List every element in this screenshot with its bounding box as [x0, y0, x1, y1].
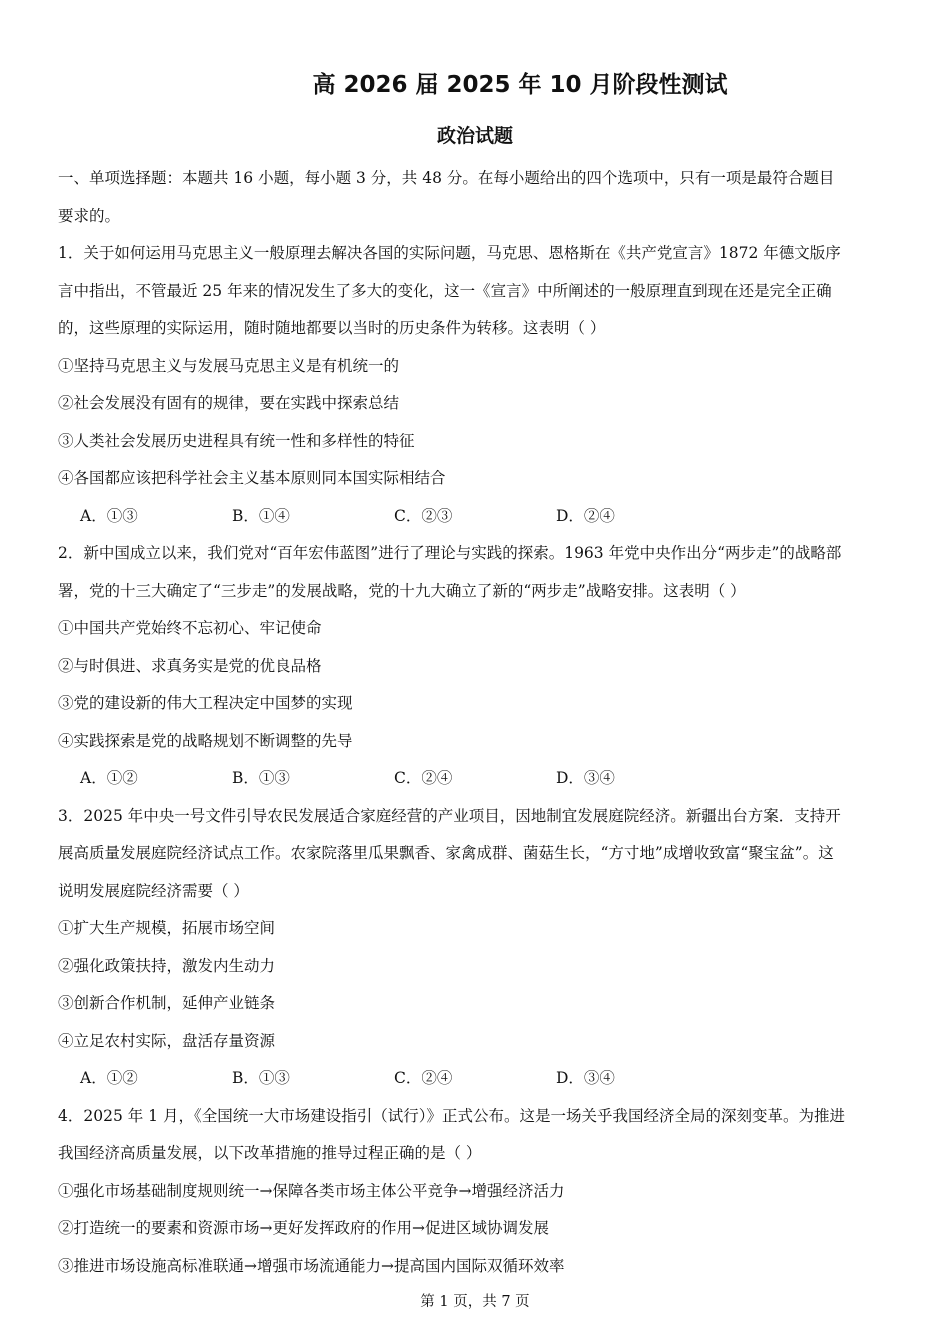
statement-item: ①坚持马克思主义与发展马克思主义是有机统一的 — [58, 356, 400, 375]
option-a[interactable]: A．①② — [80, 1069, 138, 1087]
statement-item: ②与时俱进、求真务实是党的优良品格 — [58, 656, 322, 675]
statement-item: ②强化政策扶持，激发内生动力 — [58, 956, 276, 975]
question-3 — [58, 798, 894, 1098]
statement-item: ①中国共产党始终不忘初心、牢记使命 — [58, 619, 322, 637]
question-stem-line: 2．新中国成立以来，我们党对“百年宏伟蓝图”进行了理论与实践的探索。1963 年党中央作出分“两步走”的战略部 — [58, 544, 842, 562]
option-d[interactable]: D．③④ — [556, 1069, 615, 1087]
statement-item: ③党的建设新的伟大工程决定中国梦的实现 — [58, 694, 353, 712]
text-line: 一、单项选择题：本题共 16 小题，每小题 3 分，共 48 分。在每小题给出的四个选项中，只有一项是最符合题目 — [58, 169, 835, 187]
option-b[interactable]: B．①④ — [232, 506, 290, 525]
answer-options — [58, 760, 894, 798]
question-4 — [58, 1098, 894, 1286]
text-line: 要求的。 — [58, 206, 121, 225]
option-b[interactable]: B．①③ — [232, 769, 290, 787]
statement-item: ①强化市场基础制度规则统一→保障各类市场主体公平竞争→增强经济活力 — [58, 1181, 565, 1200]
statement-item: ①扩大生产规模，拓展市场空间 — [58, 919, 276, 937]
option-c[interactable]: C．②④ — [394, 1069, 453, 1087]
option-a[interactable]: A．①② — [80, 769, 138, 787]
question-stem-line: 的，这些原理的实际运用，随时随地都要以当时的历史条件为转移。这表明（ ） — [58, 319, 606, 337]
answer-options — [58, 498, 894, 536]
statement-item: ②社会发展没有固有的规律，要在实践中探索总结 — [58, 394, 400, 412]
question-stem-line: 3．2025 年中央一号文件引导农民发展适合家庭经营的产业项目，因地制宜发展庭院经济。新疆出台方案．支持开 — [58, 806, 841, 825]
question-stem-line: 4．2025 年 1 月，《全国统一大市场建设指引（试行）》正式公布。这是一场关乎我国经济全局的深刻变革。为推进 — [58, 1106, 845, 1125]
statement-item: ③创新合作机制，延伸产业链条 — [58, 994, 276, 1012]
option-d[interactable]: D．②④ — [556, 506, 615, 525]
statement-item: ④实践探索是党的战略规划不断调整的先导 — [58, 731, 353, 750]
question-stem-line: 我国经济高质量发展，以下改革措施的推导过程正确的是（ ） — [58, 1144, 482, 1162]
option-a[interactable]: A．①③ — [80, 506, 138, 525]
question-stem-line: 1．关于如何运用马克思主义一般原理去解决各国的实际问题，马克思、恩格斯在《共产党宣言》1872 年德文版序 — [58, 244, 841, 262]
option-c[interactable]: C．②④ — [394, 769, 453, 787]
answer-options — [58, 1060, 894, 1098]
question-1 — [58, 235, 894, 535]
question-stem-line: 署，党的十三大确定了“三步走”的发展战略，党的十九大确立了新的“两步走”战略安排。这表明（ ） — [58, 581, 746, 600]
exam-content — [58, 160, 894, 1285]
option-d[interactable]: D．③④ — [556, 769, 615, 787]
option-c[interactable]: C．②③ — [394, 506, 453, 525]
statement-item: ③推进市场设施高标准联通→增强市场流通能力→提高国内国际双循环效率 — [58, 1256, 565, 1275]
question-stem-line: 言中指出，不管最近 25 年来的情况发生了多大的变化，这一《宣言》中所阐述的一般原理直到现在还是完全正确 — [58, 281, 832, 300]
statement-item: ②打造统一的要素和资源市场→更好发挥政府的作用→促进区域协调发展 — [58, 1219, 549, 1237]
option-b[interactable]: B．①③ — [232, 1069, 290, 1087]
question-stem-line: 展高质量发展庭院经济试点工作。农家院落里瓜果飘香、家禽成群、菌菇生长，“方寸地”成增收致富“聚宝盆”。这 — [58, 844, 834, 862]
statement-item: ④各国都应该把科学社会主义基本原则同本国实际相结合 — [58, 469, 446, 487]
page-number: 第 1 页，共 7 页 — [420, 1294, 530, 1310]
exam-subject: 政治试题 — [436, 125, 513, 147]
question-2 — [58, 535, 894, 798]
question-stem-line: 说明发展庭院经济需要（ ） — [58, 881, 249, 900]
exam-title: 高 2026 届 2025 年 10 月阶段性测试 — [312, 72, 728, 98]
statement-item: ③人类社会发展历史进程具有统一性和多样性的特征 — [58, 431, 415, 450]
statement-item: ④立足农村实际，盘活存量资源 — [58, 1031, 276, 1050]
section-instruction — [58, 160, 894, 235]
